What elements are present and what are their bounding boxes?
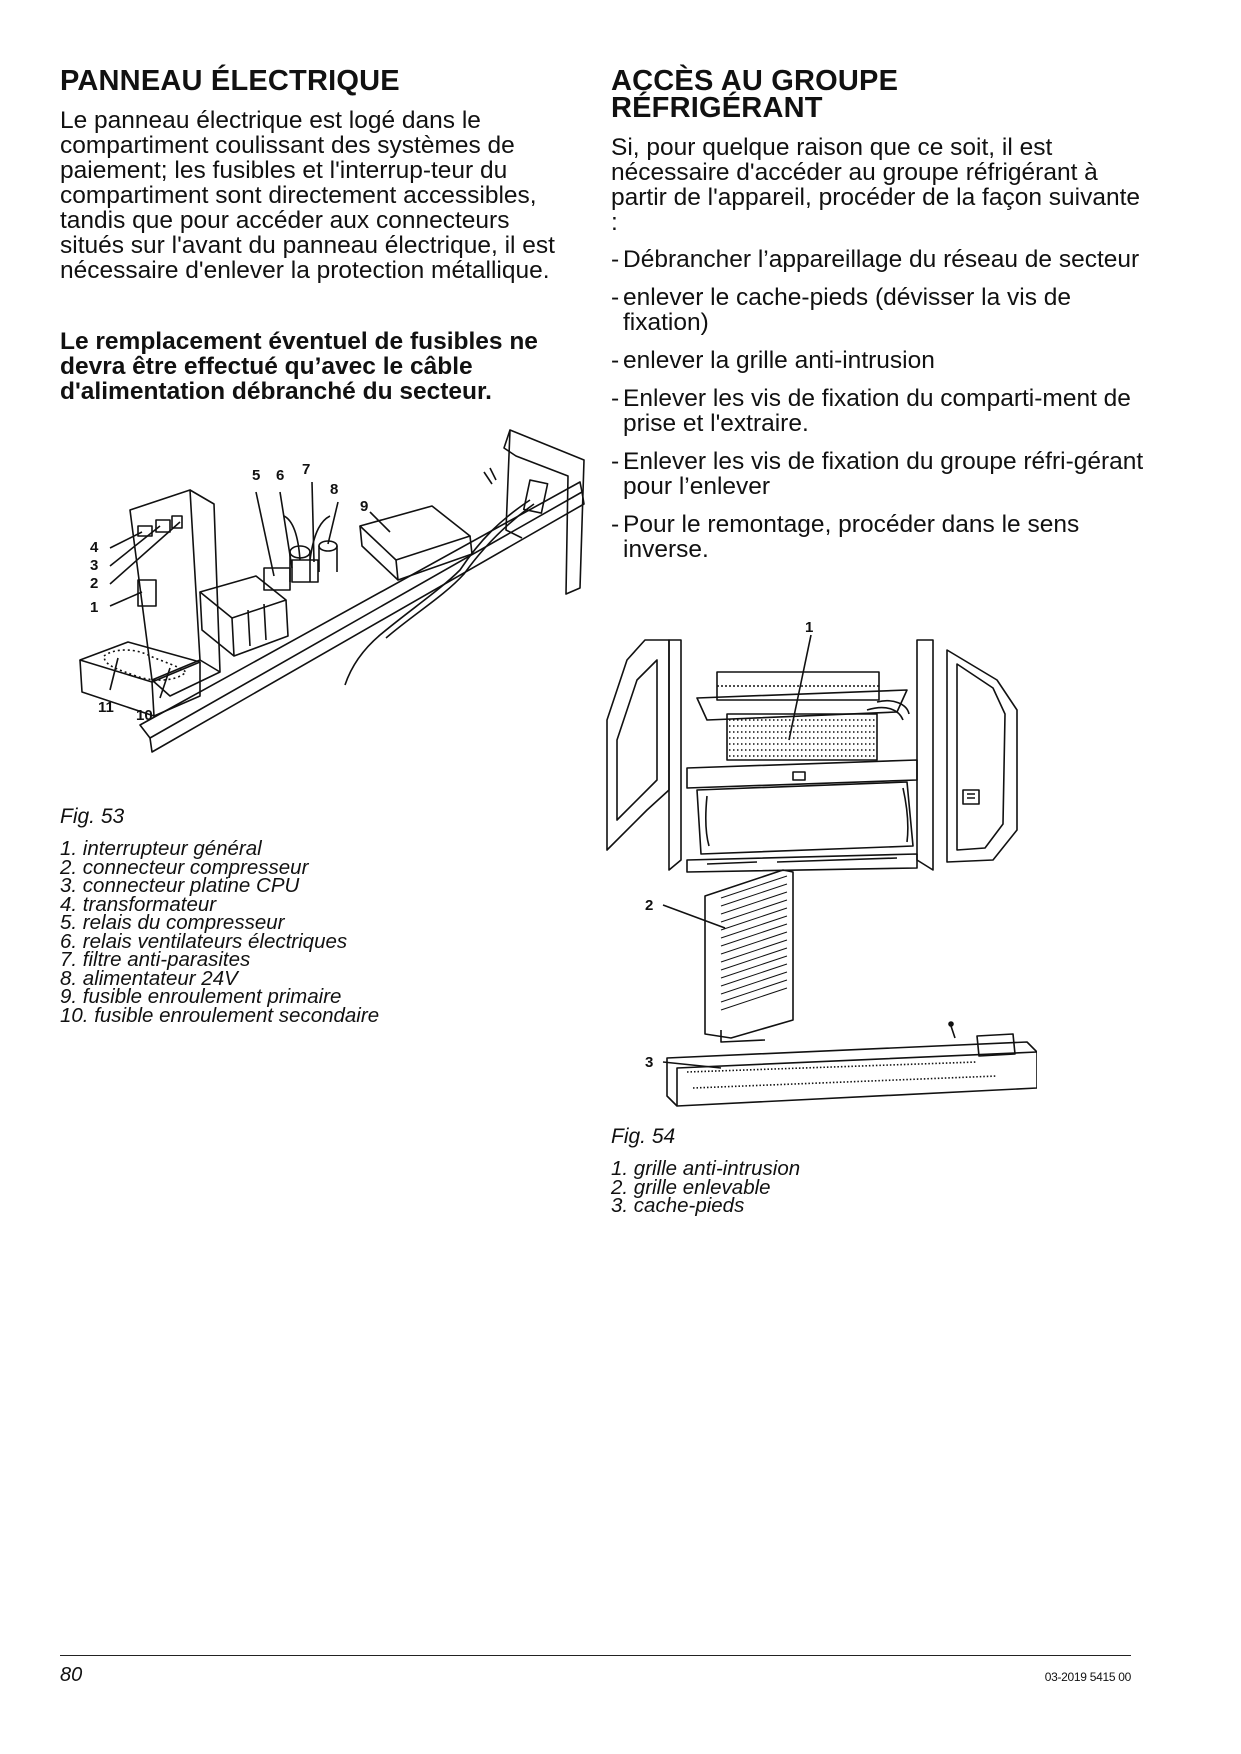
- step-item: - Pour le remontage, procéder dans le sens inverse.: [611, 512, 1151, 562]
- legend-item: 5. relais du compresseur: [60, 911, 285, 934]
- document-code: 03-2019 5415 00: [1044, 1670, 1131, 1684]
- figure-54-refrigerating-unit: [597, 610, 1037, 1130]
- legend-item: 1. grille anti-intrusion: [611, 1157, 801, 1180]
- footer-divider: [60, 1655, 1131, 1656]
- callout-7: 7: [302, 461, 311, 478]
- callout-6: 6: [276, 467, 285, 484]
- callout-1: 1: [805, 619, 814, 636]
- title-line-2: RÉFRIGÉRANT: [611, 92, 823, 124]
- procedure-steps: [611, 247, 1151, 575]
- figure-54-caption: Fig. 54: [611, 1125, 676, 1148]
- callout-5: 5: [252, 467, 261, 484]
- electrical-panel-illustration: [60, 420, 600, 805]
- step-item: - enlever la grille anti-intrusion: [611, 348, 1151, 373]
- page-number: 80: [60, 1664, 83, 1686]
- legend-item: 6. relais ventilateurs électriques: [60, 929, 348, 953]
- callout-9: 9: [360, 498, 369, 515]
- figure-54-legend: [611, 1157, 801, 1217]
- callout-2: 2: [90, 575, 99, 592]
- legend-item: 2. grille enlevable: [611, 1175, 771, 1199]
- section-title-refrigerating-unit: [611, 65, 1131, 124]
- legend-item: 3. connecteur platine CPU: [60, 874, 300, 897]
- callout-8: 8: [330, 481, 339, 498]
- legend-item: 2. connecteur compresseur: [60, 855, 309, 879]
- legend-item: 8. alimentateur 24V: [60, 966, 238, 990]
- callout-1: 1: [90, 599, 99, 616]
- callout-3: 3: [645, 1054, 654, 1071]
- legend-item: 3. cache-pieds: [611, 1194, 745, 1217]
- callout-2: 2: [645, 897, 654, 914]
- fuse-warning: Le remplacement éventuel de fusibles ne devra être effectué qu’avec le câble d'alimentation débranché du secteur.: [60, 328, 538, 405]
- figure-53-electrical-panel: [60, 420, 600, 805]
- step-item: - Enlever les vis de fixation du groupe réfri-gérant pour l’enlever: [611, 449, 1151, 499]
- callout-3: 3: [90, 557, 99, 574]
- step-item: - enlever le cache-pieds (dévisser la vis de fixation): [611, 285, 1151, 335]
- figure-53-legend: [60, 837, 380, 1027]
- legend-item: 7. filtre anti-parasites: [60, 948, 251, 971]
- legend-item: 9. fusible enroulement primaire: [60, 985, 342, 1008]
- figure-53-caption: Fig. 53: [60, 805, 125, 828]
- step-item: - Enlever les vis de fixation du comparti-ment de prise et l'extraire.: [611, 386, 1151, 436]
- legend-item: 4. transformateur: [60, 892, 217, 916]
- callout-11: 11: [98, 699, 114, 716]
- electrical-panel-intro: Le panneau électrique est logé dans le compartiment coulissant des systèmes de paiement; les fusibles et l'interrup-teur du compartiment sont directement accessibles, tandis que pour accéder aux connecteurs situés sur l'avant du panneau électrique, il est nécessaire d'enlever la protection métallique.: [60, 107, 555, 284]
- callout-10: 10: [136, 707, 153, 724]
- refrigerating-unit-illustration: [597, 610, 1037, 1130]
- section-title-electrical-panel: PANNEAU ÉLECTRIQUE: [60, 65, 400, 97]
- legend-item: 10. fusible enroulement secondaire: [60, 1003, 380, 1027]
- legend-item: 1. interrupteur général: [60, 837, 262, 860]
- callout-4: 4: [90, 539, 99, 556]
- step-item: - Débrancher l’appareillage du réseau de secteur: [611, 247, 1151, 272]
- refrigerating-unit-intro: Si, pour quelque raison que ce soit, il est nécessaire d'accéder au groupe réfrigérant à partir de l'appareil, procéder de la façon suivante :: [611, 134, 1141, 236]
- title-line-1: ACCÈS AU GROUPE: [611, 65, 899, 97]
